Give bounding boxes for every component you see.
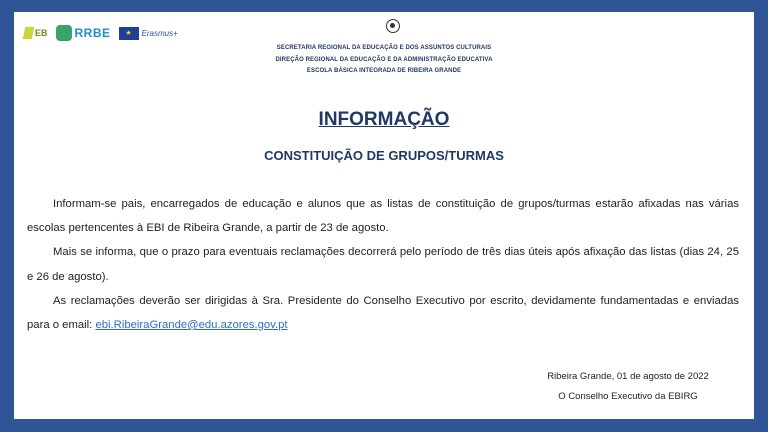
school-logo: EB <box>24 27 48 39</box>
header-line-escola: ESCOLA BÁSICA INTEGRADA DE RIBEIRA GRANDE <box>306 68 462 74</box>
document-page <box>14 12 754 419</box>
header-line-direcao: DIREÇÃO REGIONAL DA EDUCAÇÃO E DA ADMINISTRAÇÃO EDUCATIVA <box>275 56 493 63</box>
page-subtitle: CONSTITUIÇÃO DE GRUPOS/TURMAS <box>264 148 504 163</box>
paragraph-deadline: Mais se informa, que o prazo para eventuais reclamações decorrerá pelo período de três dias úteis após afixação das listas (dias 24, 25 e 26 de agosto). <box>27 246 739 283</box>
page-title: INFORMAÇÃO <box>318 109 450 130</box>
paragraph-complaints <box>27 289 739 337</box>
email-link[interactable]: ebi.RibeiraGrande@edu.azores.gov.pt <box>95 319 288 332</box>
signature-block <box>528 367 728 407</box>
logo-strip <box>24 22 178 44</box>
erasmus-logo: ★ Erasmus+ <box>119 27 178 40</box>
rrbe-logo: RRBE <box>56 25 111 41</box>
government-header <box>214 43 554 78</box>
notice-body <box>27 192 739 337</box>
azores-crest-icon <box>386 19 400 33</box>
signer: O Conselho Executivo da EBIRG <box>558 391 698 402</box>
paragraph-lists: Informam-se pais, encarregados de educação e alunos que as listas de constituição de grupos/turmas estarão afixadas nas várias escolas pertencentes à EBI de Ribeira Grande, a partir de 23 de agosto. <box>27 198 739 235</box>
header-line-secretaria: SECRETARIA REGIONAL DA EDUCAÇÃO E DOS ASSUNTOS CULTURAIS <box>276 45 492 51</box>
place-date: Ribeira Grande, 01 de agosto de 2022 <box>547 371 709 382</box>
paragraph-complaints-text: As reclamações deverão ser dirigidas à Sra. Presidente do Conselho Executivo por escrito, devidamente fundamentadas e enviadas para o email: <box>27 294 739 332</box>
